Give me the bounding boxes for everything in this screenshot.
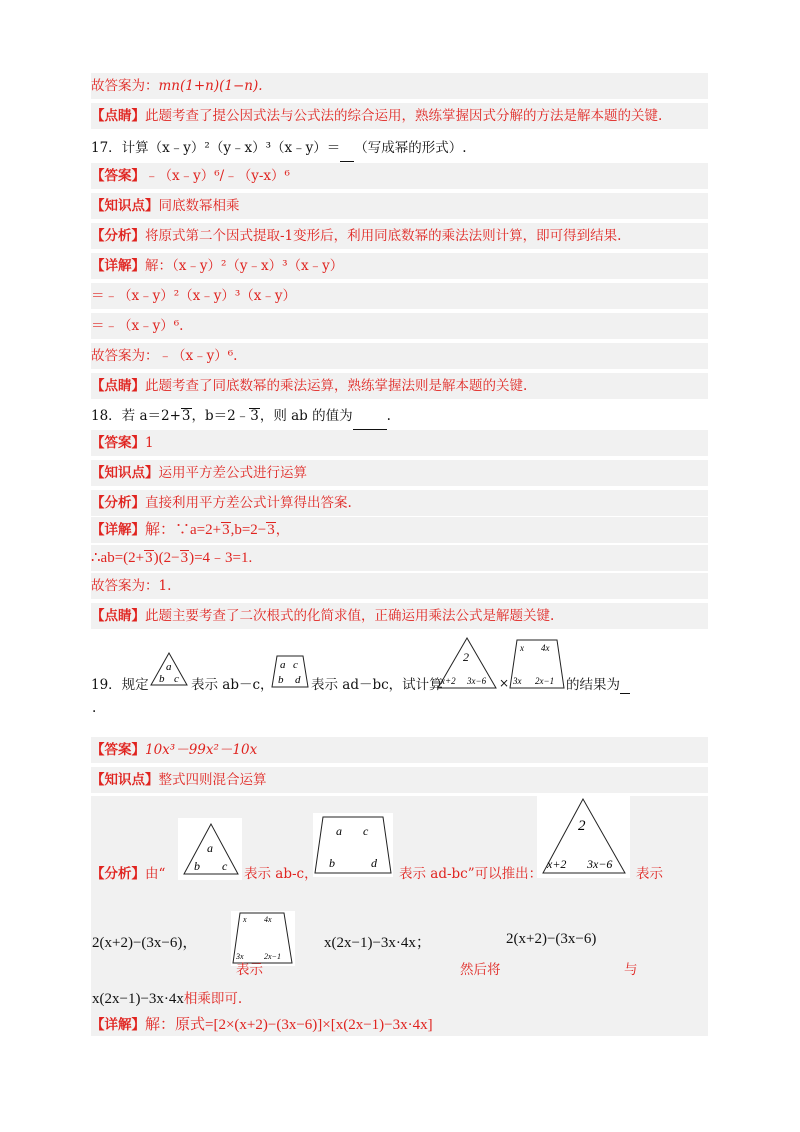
comment-text: 此题主要考查了二次根式的化简求值，正确运用乘法公式是解题关键. [145,608,555,624]
q17-detail-1 [91,253,708,279]
triangle-values-figure [436,635,498,691]
sqrt-radical: 3 [222,522,230,538]
q18-answer [91,430,708,456]
q17-text: 17．计算（x﹣y）²（y﹣x）³（x﹣y）＝ [91,140,341,156]
detail-step: )=4﹣3=1. [189,550,253,566]
q17-answer [91,163,708,189]
q18-knowledge-point [91,460,708,486]
detail-tag: 【详解】 [91,258,145,274]
detail-step: 解：（x﹣y）²（y﹣x）³（x﹣y） [145,258,344,274]
q18-detail-1 [91,517,708,543]
q17-final [91,343,708,369]
detail-step: ＝﹣（x﹣y）⁶. [91,318,184,334]
knowledge-text: 同底数幂相乘 [158,198,240,214]
expr-trapezoid-2: x(2x−1)−3x·4x [92,991,184,1007]
knowledge-tag: 【知识点】 [91,465,159,481]
q18-part: ，则 ab 的值为 [259,408,353,424]
q18-part: . [386,408,391,424]
times-sign: × [499,676,510,690]
q18-comment [91,603,708,629]
detail-step: ， [275,522,290,538]
q18-final [91,573,708,599]
q17-knowledge-point [91,193,708,219]
answer-tag: 【答案】 [91,742,145,758]
triangle-values-figure-large [537,795,630,878]
tri-value: 2 [578,818,586,834]
q17-detail-3 [91,313,708,339]
question-17 [91,135,708,162]
q19-dot: . [92,700,97,716]
analysis-and: 与 [624,962,638,978]
tri-value: 3x−6 [467,676,487,686]
q17-tail: （写成幂的形式）. [354,140,467,156]
expr-trapezoid: x(2x−1)−3x·4x； [324,935,431,951]
final-answer-value: mn(1+n)(1−n). [158,78,263,94]
expr-triangle-2: 2(x+2)−(3x−6) [506,931,597,947]
answer-text: 10x³－99x²－10x [145,742,258,758]
tri-letter: c [222,859,228,873]
q18-detail-2 [91,545,708,571]
trap-letter: d [371,856,377,870]
final-answer: 故答案为：﹣（x﹣y）⁶. [91,348,238,364]
sqrt-radical: 3 [180,550,189,566]
analysis-then: 然后将 [460,962,501,978]
detail-step: ∴ab=(2+ [91,550,145,566]
trap-value: 3x [236,952,244,961]
trap-letter: c [363,824,369,838]
q17-analysis [91,223,708,249]
tri-value: x+2 [441,676,456,686]
question-18 [91,403,708,430]
analysis-tag: 【分析】 [91,228,145,244]
tri-letter: c [174,673,179,685]
knowledge-text: 整式四则混合运算 [158,772,267,788]
analysis-represents: 表示 [636,866,663,882]
triangle-figure-large [178,818,242,880]
answer-text: ﹣（x﹣y）⁶/﹣（y-x）⁶ [145,168,290,184]
trapezoid-figure-large [313,813,393,877]
q19-trap-meaning: 表示 ad－bc，试计算 [311,677,443,693]
q19-result-text [566,673,630,694]
answer-blank [620,677,630,694]
answer-tag: 【答案】 [91,168,145,184]
trap-letter: d [295,674,301,686]
q19-tail: 的结果为 [566,677,620,693]
trap-letter: b [278,674,284,686]
trap-value: 2x−1 [264,952,281,961]
tri-value: 3x−6 [587,857,613,871]
trapezoid-values-figure [508,638,566,690]
sqrt-radical: 3 [145,550,153,566]
tri-letter: a [207,841,213,855]
detail-step: ,b=2− [230,522,267,538]
analysis-tag: 【分析】 [91,495,145,511]
trap-letter: b [329,856,335,870]
tri-letter: a [166,661,172,673]
comment-tag: 【点睛】 [91,108,145,124]
trapezoid-figure [270,654,310,690]
trap-value: 2x−1 [535,676,555,686]
answer-tag: 【答案】 [91,435,145,451]
knowledge-tag: 【知识点】 [91,198,159,214]
tri-value: x+2 [547,857,567,871]
q19-tri-meaning: 表示 ab－c， [191,677,274,693]
detail-step: ＝﹣（x﹣y）²（x﹣y）³（x﹣y） [91,288,297,304]
trap-value: 3x [513,676,522,686]
expr-triangle: 2(x+2)−(3x−6)， [92,935,198,951]
analysis-text: 直接利用平方差公式计算得出答案. [145,495,352,511]
q17-comment [91,373,708,399]
detail-step: )(2− [153,550,180,566]
trap-value: 4x [264,915,272,924]
analysis-trap-meaning: 表示 ad-bc”可以推出： [399,866,543,882]
analysis-text: 由“ [145,866,166,882]
analysis-represents-2: 表示 [236,962,263,978]
analysis-multiply: 相乘即可. [183,991,243,1007]
q17-detail-2 [91,283,708,309]
final-answer-prefix: 故答案为： [91,78,159,94]
answer-text: 1 [145,435,154,451]
sqrt-radical: 3 [181,408,191,424]
analysis-line-last [92,987,242,1008]
sqrt-radical: 3 [267,522,275,538]
comment-text: 此题考查了提公因式法与公式法的综合运用，熟练掌握因式分解的方法是解本题的关键. [145,108,663,124]
q19-label: 19．规定 [91,677,149,693]
analysis-tag: 【分析】 [91,866,145,882]
trap-letter: a [336,824,342,838]
q18-part: ，b＝2﹣ [191,408,250,424]
trap-value: x [520,643,524,653]
sqrt-radical: 3 [250,408,259,424]
trap-value: 4x [541,643,550,653]
comment-tag: 【点睛】 [91,608,145,624]
q19-detail [91,1012,708,1036]
knowledge-text: 运用平方差公式进行运算 [158,465,307,481]
analysis-tri-meaning: 表示 ab-c， [244,866,318,882]
previous-final-answer [91,73,708,99]
final-answer: 故答案为：1. [91,578,172,594]
comment-text: 此题考查了同底数幂的乘法运算，熟练掌握法则是解本题的关键. [145,378,528,394]
detail-text: 解：原式=[2×(x+2)−(3x−6)]×[x(2x−1)−3x·4x] [145,1017,433,1033]
knowledge-tag: 【知识点】 [91,772,159,788]
q19-analysis-line1 [91,862,165,882]
triangle-figure [148,650,190,688]
answer-blank [353,403,387,430]
tri-letter: b [194,859,200,873]
tri-value: 2 [463,650,469,664]
detail-step: 解：∵a=2+ [145,522,222,538]
q19-answer [91,737,708,763]
trap-letter: a [280,659,286,671]
comment-tag: 【点睛】 [91,378,145,394]
trap-value: x [243,915,247,924]
q18-part: 18．若 a＝2+ [91,408,181,424]
tri-letter: b [159,673,165,685]
previous-comment [91,103,708,129]
detail-tag: 【详解】 [91,1017,145,1033]
trap-letter: c [293,659,298,671]
answer-blank [340,135,354,162]
detail-tag: 【详解】 [91,522,145,538]
analysis-text: 将原式第二个因式提取-1变形后，利用同底数幂的乘法法则计算，即可得到结果. [145,228,622,244]
q19-knowledge-point [91,767,708,793]
q18-analysis [91,490,708,516]
